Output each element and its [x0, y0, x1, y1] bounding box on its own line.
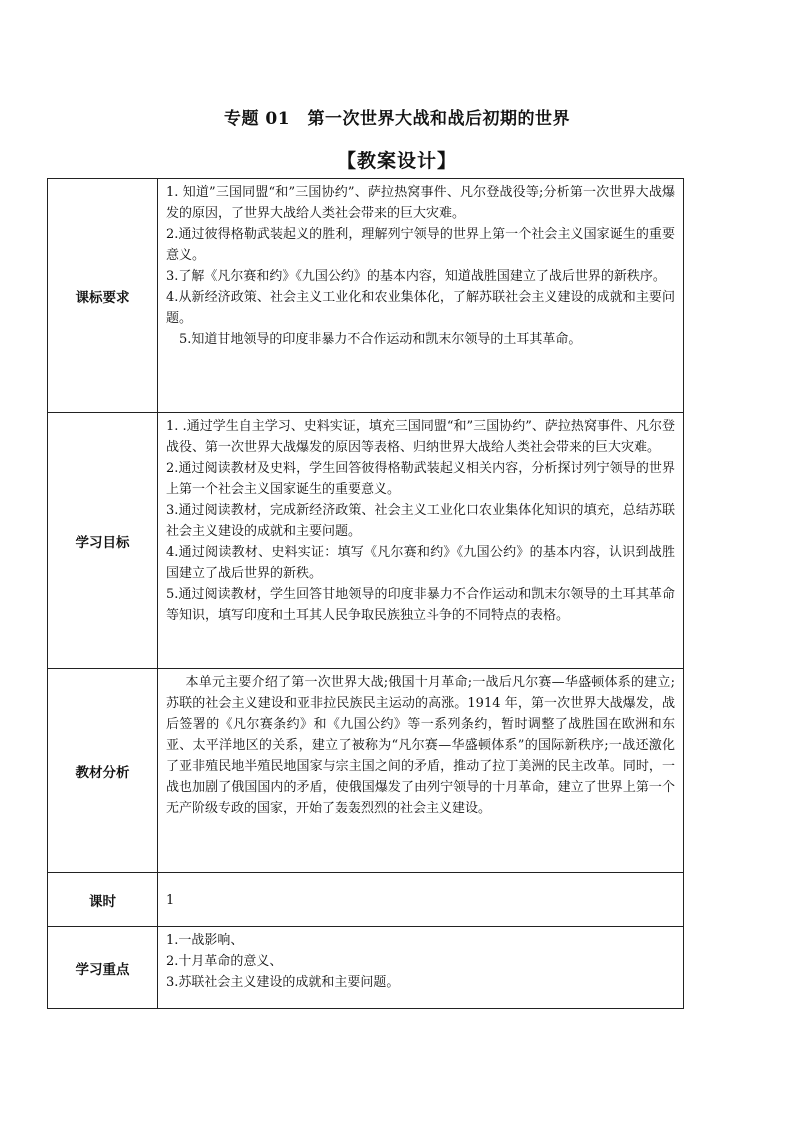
- lesson-plan-table: [47, 178, 684, 1009]
- document-subtitle: 【教案设计】: [336, 150, 457, 172]
- objectives-content: [158, 413, 684, 669]
- table-row-keypoints: [48, 927, 684, 1009]
- table-row-objectives: [48, 413, 684, 669]
- document-title: 专题 01 第一次世界大战和战后初期的世界: [223, 109, 571, 129]
- row-label-keypoints: 学习重点: [48, 927, 158, 1009]
- analysis-content: [158, 669, 684, 873]
- list-item: 2.十月革命的意义、: [166, 954, 283, 969]
- list-item: 3.苏联社会主义建设的成就和主要问题。: [166, 975, 400, 990]
- table-row-standards: [48, 179, 684, 413]
- list-item: 1. .通过学生自主学习、史料实证，填充三国同盟“和”三国协约”、萨拉热窝事件、凡尔登战役、第一次世界大战爆发的原因等表格、归纳世界大战给人类社会带来的巨大灾难。: [166, 419, 675, 455]
- list-item: 3.了解《凡尔赛和约》《九国公约》的基本内容，知道战胜国建立了战后世界的新秩序。: [166, 269, 666, 284]
- list-item: 2.通过彼得格勒武装起义的胜利，理解列宁领导的世界上第一个社会主义国家诞生的重要意义。: [166, 227, 675, 263]
- table-row-hours: [48, 873, 684, 927]
- standards-content: [158, 179, 684, 413]
- list-item: 4.通过阅读教材、史料实证：填写《凡尔赛和约》《九国公约》的基本内容，认识到战胜国建立了战后世界的新秩。: [166, 545, 675, 581]
- row-label-hours: 课时: [48, 873, 158, 927]
- list-item: 5.知道甘地领导的印度非暴力不合作运动和凯末尔领导的土耳其革命。: [166, 332, 582, 347]
- hours-value: 1: [158, 873, 684, 927]
- list-item: 2.通过阅读教材及史料，学生回答彼得格勒武装起义相关内容，分析探讨列宁领导的世界上第一个社会主义国家诞生的重要意义。: [166, 461, 675, 497]
- list-item: 3.通过阅读教材，完成新经济政策、社会主义工业化口农业集体化知识的填充，总结苏联社会主义建设的成就和主要问题。: [166, 503, 675, 539]
- list-item: 1. 知道”三国同盟“和”三国协约”、萨拉热窝事件、凡尔登战役等;分析第一次世界大战爆发的原因，了世界大战给人类社会带来的巨大灾难。: [166, 185, 675, 221]
- row-label-standards: 课标要求: [48, 179, 158, 413]
- row-label-objectives: 学习目标: [48, 413, 158, 669]
- keypoints-content: [158, 927, 684, 1009]
- table-row-analysis: [48, 669, 684, 873]
- row-label-analysis: 教材分析: [48, 669, 158, 873]
- list-item: 4.从新经济政策、社会主义工业化和农业集体化，了解苏联社会主义建设的成就和主要问题。: [166, 290, 675, 326]
- analysis-paragraph: 本单元主要介绍了第一次世界大战;俄国十月革命;一战后凡尔赛—华盛顿体系的建立;苏联的社会主义建设和亚非拉民族民主运动的高涨。1914 年，第一次世界大战爆发，战后签署的《凡尔赛条约》和《九国公约》等一系列条约，暂时调整了战胜国在欧洲和东亚、太平洋地区的关系，建立了被称为“凡尔赛—华盛顿体系”的国际新秩序;一战还激化了亚非殖民地半殖民地国家与宗主国之间的矛盾，推动了拉丁美洲的民主改革。同时，一战也加剧了俄国国内的矛盾，使俄国爆发了由列宁领导的十月革命，建立了世界上第一个无产阶级专政的国家，开始了轰轰烈烈的社会主义建设。: [166, 675, 675, 816]
- list-item: 5.通过阅读教材，学生回答甘地领导的印度非暴力不合作运动和凯末尔领导的土耳其革命等知识，填写印度和土耳其人民争取民族独立斗争的不同特点的表格。: [166, 587, 675, 623]
- list-item: 1.一战影响、: [166, 933, 244, 948]
